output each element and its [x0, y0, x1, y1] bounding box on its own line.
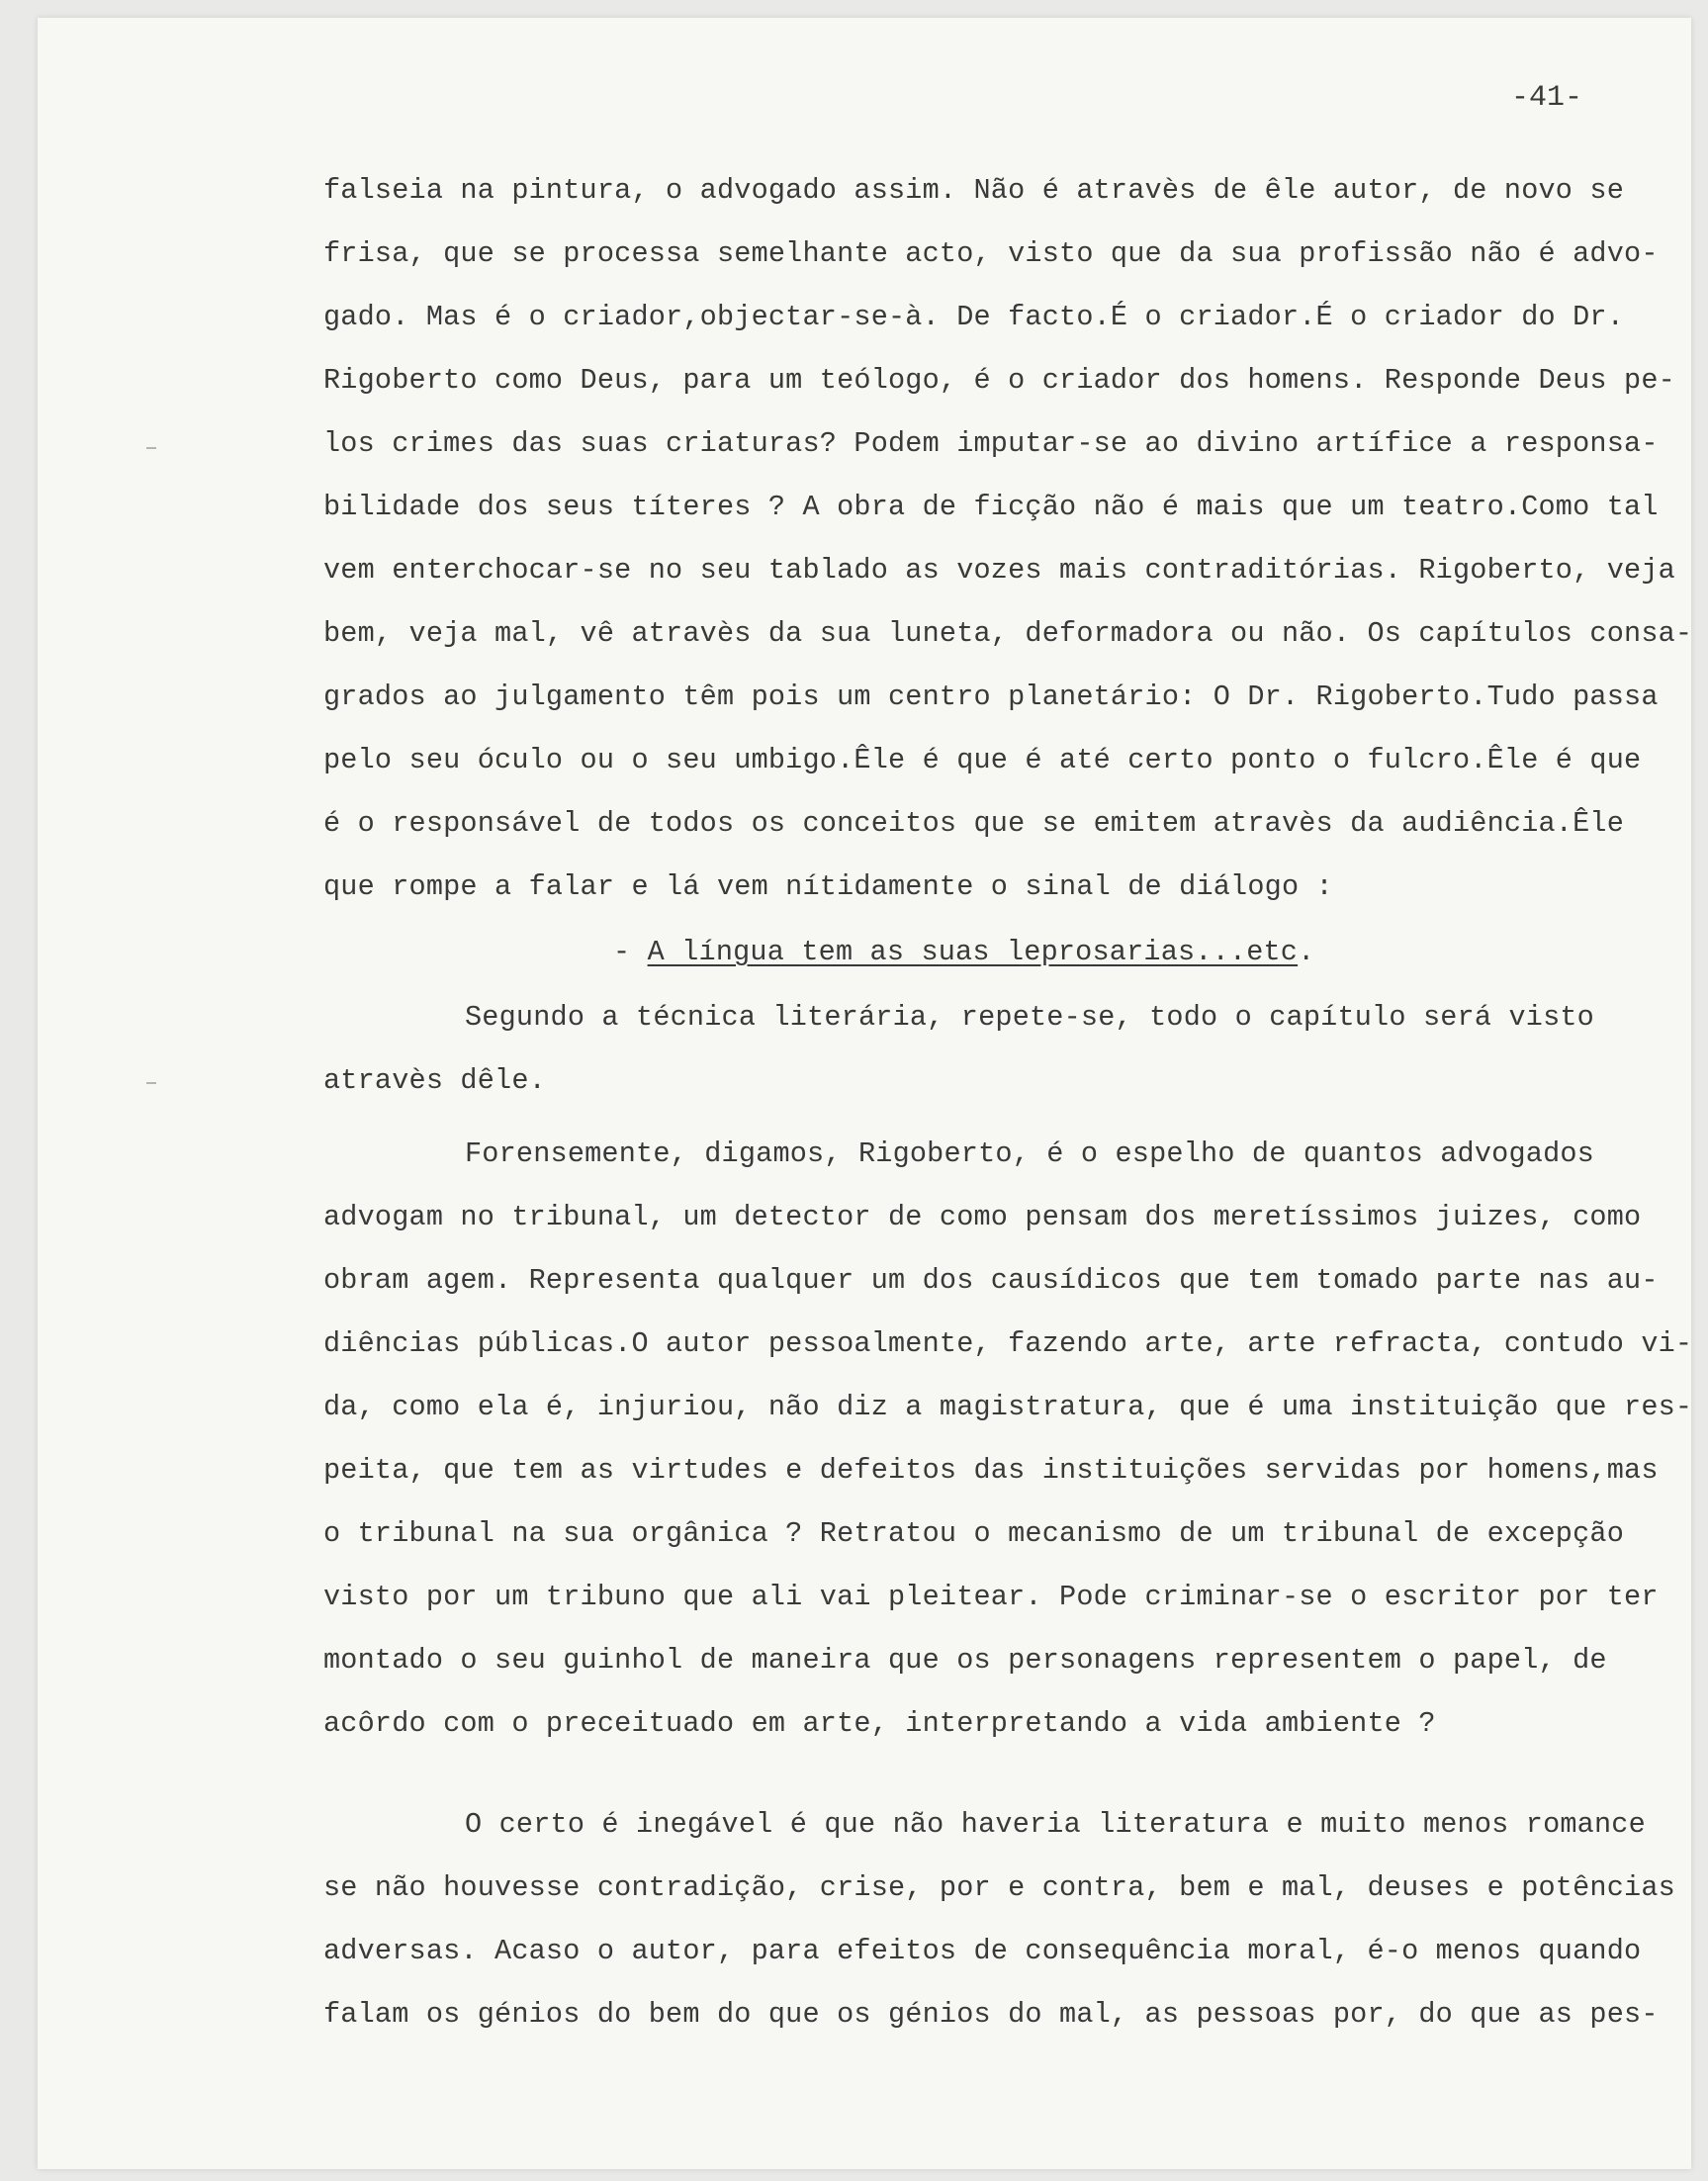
text-line: atravès dêle. — [323, 1064, 546, 1097]
text-line: falseia na pintura, o advogado assim. Não é atravès de êle autor, de novo se — [323, 174, 1625, 207]
text-line: Forensemente, digamos, Rigoberto, é o espelho de quantos advogados — [465, 1137, 1594, 1170]
text-line: acôrdo com o preceituado em arte, interpretando a vida ambiente ? — [323, 1707, 1436, 1740]
text-line: visto por um tribuno que ali vai pleitear. Pode criminar-se o escritor por ter — [323, 1581, 1659, 1613]
text-line: grados ao julgamento têm pois um centro planetário: O Dr. Rigoberto.Tudo passa — [323, 681, 1659, 713]
dialogue-text: A língua tem as suas leprosarias...etc — [647, 936, 1299, 968]
text-line: da, como ela é, injuriou, não diz a magistratura, que é uma instituição que res- — [323, 1391, 1693, 1423]
text-line: Rigoberto como Deus, para um teólogo, é o criador dos homens. Responde Deus pe- — [323, 364, 1675, 397]
text-line: bem, veja mal, vê atravès da sua luneta, deformadora ou não. Os capítulos consa- — [323, 617, 1693, 650]
dialogue-dash: - — [613, 936, 648, 968]
text-line: gado. Mas é o criador,objectar-se-à. De facto.É o criador.É o criador do Dr. — [323, 301, 1625, 333]
text-line: O certo é inegável é que não haveria literatura e muito menos romance — [465, 1808, 1646, 1841]
dialogue-period: . — [1298, 936, 1315, 968]
text-line: bilidade dos seus títeres ? A obra de ficção não é mais que um teatro.Como tal — [323, 491, 1659, 523]
text-line: advogam no tribunal, um detector de como pensam dos meretíssimos juizes, como — [323, 1201, 1642, 1233]
text-line: falam os génios do bem do que os génios do mal, as pessoas por, do que as pes- — [323, 1998, 1659, 2031]
text-line: obram agem. Representa qualquer um dos causídicos que tem tomado parte nas au- — [323, 1264, 1659, 1297]
text-line: se não houvesse contradição, crise, por e contra, bem e mal, deuses e potências — [323, 1871, 1675, 1904]
text-line: vem enterchocar-se no seu tablado as vozes mais contraditórias. Rigoberto, veja — [323, 554, 1675, 587]
text-line: diências públicas.O autor pessoalmente, fazendo arte, arte refracta, contudo vi- — [323, 1327, 1693, 1360]
text-line: peita, que tem as virtudes e defeitos das instituições servidas por homens,mas — [323, 1454, 1659, 1487]
text-line: los crimes das suas criaturas? Podem imputar-se ao divino artífice a responsa- — [323, 427, 1659, 460]
text-line: o tribunal na sua orgânica ? Retratou o mecanismo de um tribunal de excepção — [323, 1517, 1625, 1550]
quoted-dialogue — [613, 936, 1314, 968]
text-line: Segundo a técnica literária, repete-se, todo o capítulo será visto — [465, 1001, 1594, 1034]
page-number: -41- — [1511, 81, 1583, 115]
text-line: é o responsável de todos os conceitos que se emitem atravès da audiência.Êle — [323, 807, 1625, 840]
text-line: frisa, que se processa semelhante acto, visto que da sua profissão não é advo- — [323, 237, 1659, 270]
text-line: adversas. Acaso o autor, para efeitos de consequência moral, é-o menos quando — [323, 1935, 1642, 1967]
text-line: pelo seu óculo ou o seu umbigo.Êle é que é até certo ponto o fulcro.Êle é que — [323, 744, 1642, 776]
text-line: que rompe a falar e lá vem nítidamente o sinal de diálogo : — [323, 870, 1333, 903]
text-line: montado o seu guinhol de maneira que os personagens representem o papel, de — [323, 1644, 1607, 1677]
